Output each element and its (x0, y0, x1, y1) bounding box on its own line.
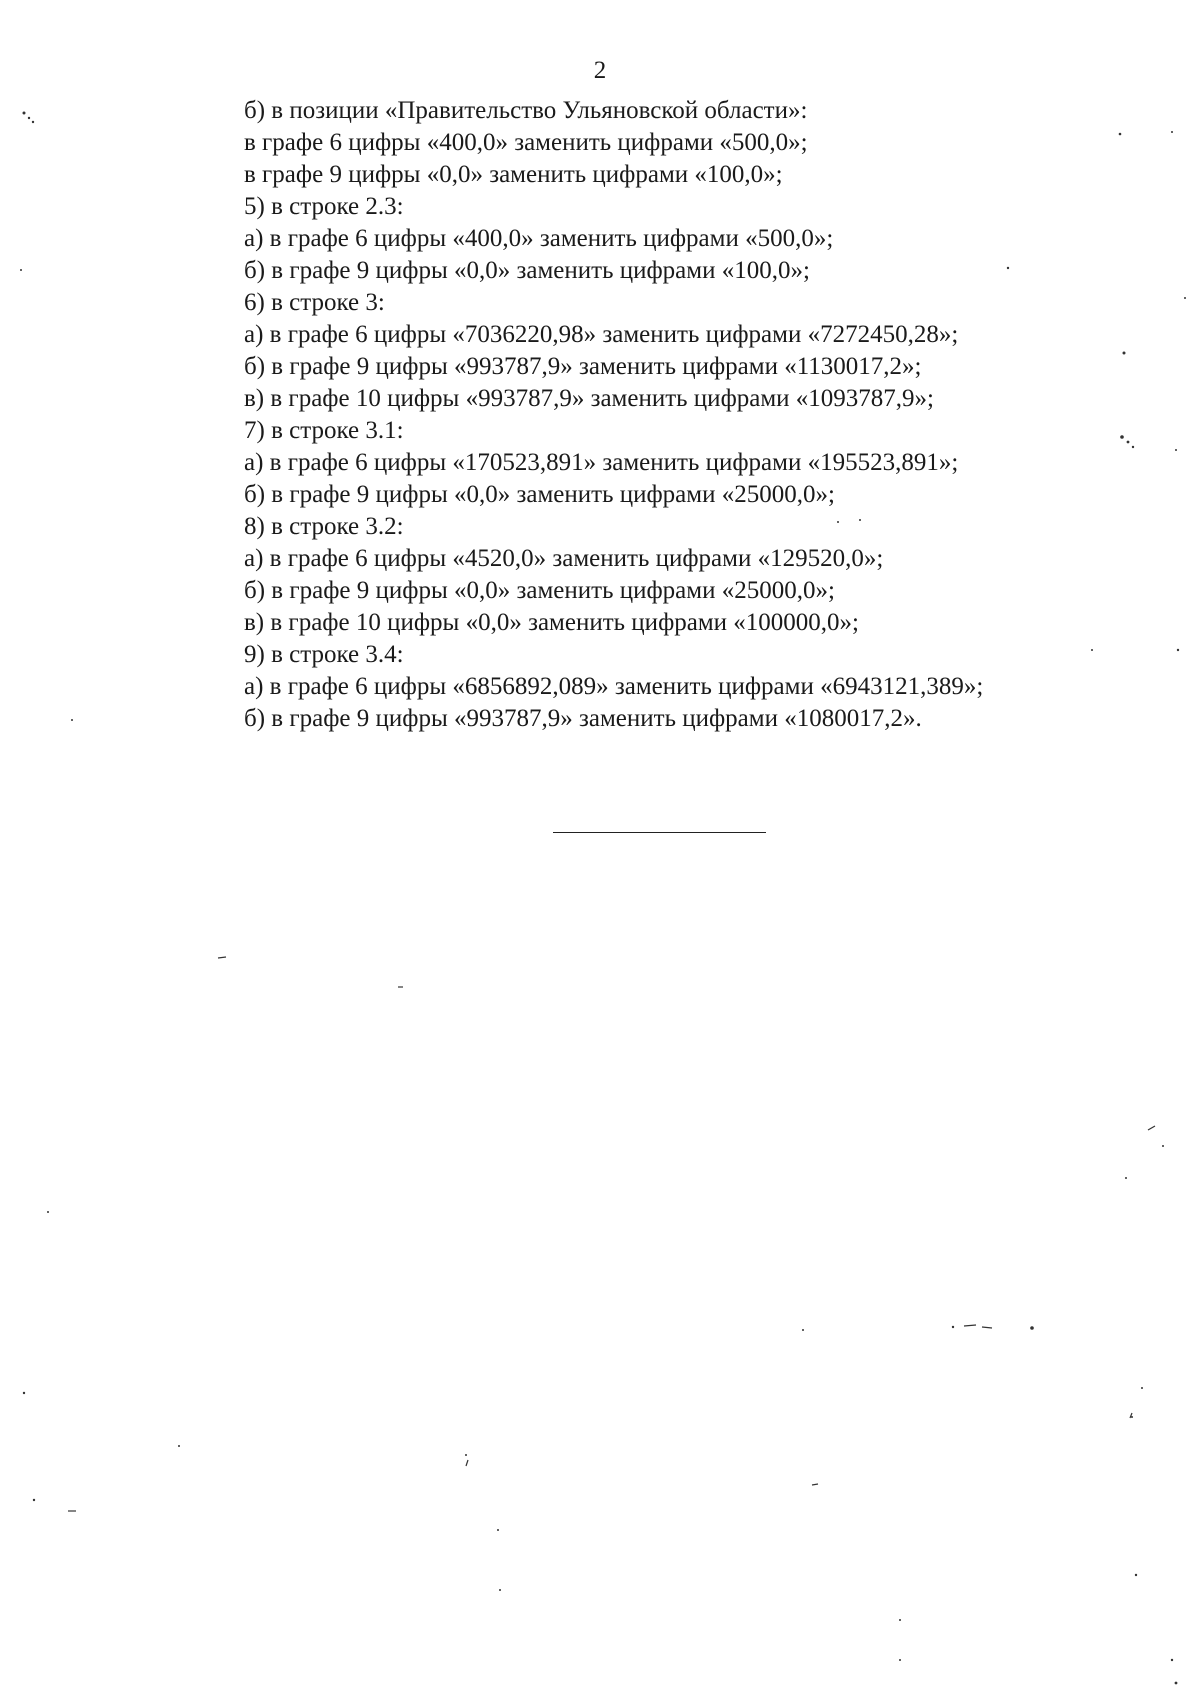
text-line: в) в графе 10 цифры «993787,9» заменить цифрами «1093787,9»; (244, 385, 935, 412)
text-line: а) в графе 6 цифры «170523,891» заменить цифрами «195523,891»; (244, 449, 959, 476)
text-line: а) в графе 6 цифры «6856892,089» заменить цифрами «6943121,389»; (244, 673, 984, 700)
text-line: 5) в строке 2.3: (244, 193, 404, 220)
text-line: б) в графе 9 цифры «0,0» заменить цифрами «25000,0»; (244, 577, 835, 604)
text-line: б) в графе 9 цифры «993787,9» заменить цифрами «1130017,2»; (244, 353, 922, 380)
text-line: в) в графе 10 цифры «0,0» заменить цифрами «100000,0»; (244, 609, 860, 636)
text-line: в графе 9 цифры «0,0» заменить цифрами «100,0»; (244, 161, 783, 188)
text-line: в графе 6 цифры «400,0» заменить цифрами «500,0»; (244, 129, 808, 156)
end-of-document-rule (553, 832, 766, 833)
text-line: б) в графе 9 цифры «993787,9» заменить цифрами «1080017,2». (244, 705, 922, 732)
text-line: 6) в строке 3: (244, 289, 385, 316)
text-line: а) в графе 6 цифры «4520,0» заменить цифрами «129520,0»; (244, 545, 884, 572)
text-line: б) в позиции «Правительство Ульяновской области»: (244, 97, 808, 124)
text-line: а) в графе 6 цифры «400,0» заменить цифрами «500,0»; (244, 225, 834, 252)
text-line: 9) в строке 3.4: (244, 641, 404, 668)
text-line: а) в графе 6 цифры «7036220,98» заменить цифрами «7272450,28»; (244, 321, 959, 348)
text-line: 8) в строке 3.2: (244, 513, 404, 540)
page-number: 2 (593, 57, 607, 84)
document-body (244, 95, 1144, 735)
text-line: 7) в строке 3.1: (244, 417, 404, 444)
text-line: б) в графе 9 цифры «0,0» заменить цифрами «25000,0»; (244, 481, 835, 508)
text-line: б) в графе 9 цифры «0,0» заменить цифрами «100,0»; (244, 257, 810, 284)
